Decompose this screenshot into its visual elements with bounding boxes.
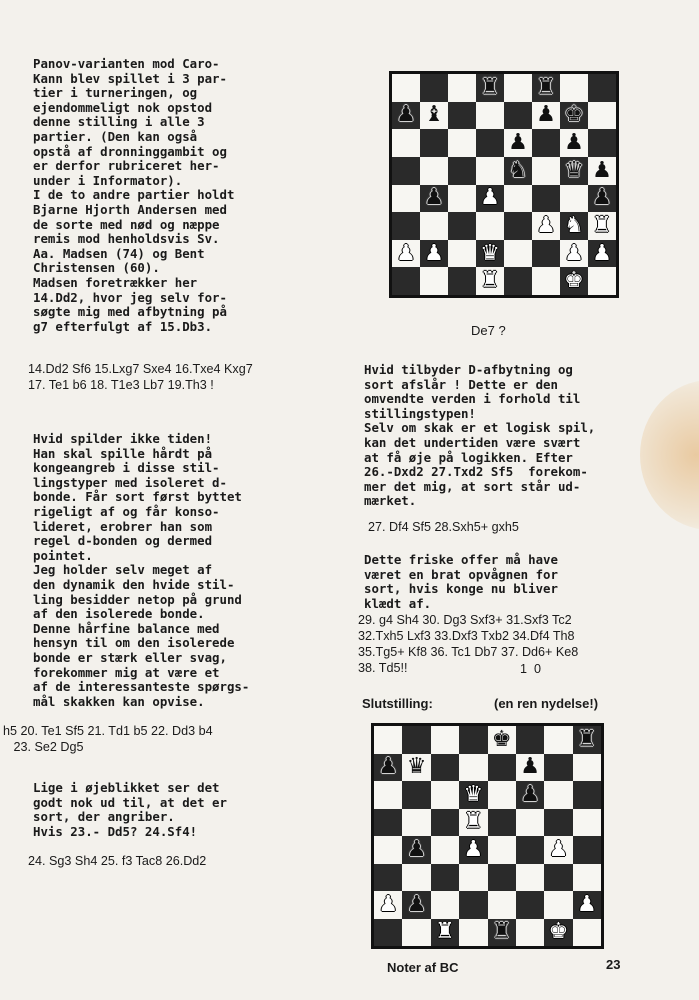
black-rook-icon: ♜	[491, 919, 512, 945]
board-square	[573, 781, 601, 809]
board-square	[588, 267, 616, 295]
black-pawn-icon: ♟	[520, 781, 540, 807]
board-square	[448, 74, 476, 102]
moves-19-23: h5 20. Te1 Sf5 21. Td1 b5 22. Dd3 b4 23. Se2 Dg5	[3, 724, 213, 754]
black-pawn-icon: ♟	[592, 157, 612, 183]
board-square	[392, 157, 420, 185]
white-rook-icon: ♜	[463, 809, 484, 835]
board-square	[573, 891, 601, 919]
white-pawn-icon: ♟	[424, 240, 444, 266]
board-square	[588, 240, 616, 268]
commentary-4: Dette friske offer må have været en brat opvågnen for sort, hvis konge nu bliver klædt af.	[364, 552, 558, 611]
board-square	[431, 891, 459, 919]
board-square	[532, 185, 560, 213]
board-square	[402, 726, 430, 754]
board-square	[516, 726, 544, 754]
board-square	[402, 781, 430, 809]
board-square	[374, 864, 402, 892]
board-square	[532, 212, 560, 240]
board-square	[560, 185, 588, 213]
board-square	[532, 157, 560, 185]
board-square	[420, 212, 448, 240]
black-pawn-icon: ♟	[378, 754, 399, 780]
board-square	[560, 129, 588, 157]
board-square	[392, 185, 420, 213]
board-square	[402, 836, 430, 864]
board-square	[420, 129, 448, 157]
board-square	[588, 212, 616, 240]
board-square	[448, 102, 476, 130]
moves-29-38: 29. g4 Sh4 30. Dg3 Sxf3+ 31.Sxf3 Tc2 32.Txh5 Lxf3 33.Dxf3 Txb2 34.Df4 Th8 35.Tg5+ Kf8 36. Tc1 Db7 37. Dd6+ Ke8 38. Td5!!	[358, 613, 579, 675]
board-square	[459, 836, 487, 864]
board-square	[476, 157, 504, 185]
board-square	[504, 240, 532, 268]
white-pawn-icon: ♟	[480, 185, 500, 211]
board-square	[560, 74, 588, 102]
board-square	[560, 267, 588, 295]
board-square	[488, 864, 516, 892]
board-square	[431, 809, 459, 837]
board-square	[544, 836, 572, 864]
board-square	[459, 919, 487, 947]
board-square	[431, 754, 459, 782]
board-square	[544, 726, 572, 754]
chess-diagram-final	[371, 723, 604, 949]
board-square	[476, 129, 504, 157]
board-square	[588, 74, 616, 102]
game-result: 1 0	[520, 662, 542, 676]
board-square	[431, 781, 459, 809]
board-square	[374, 726, 402, 754]
board-square	[488, 809, 516, 837]
board-square	[448, 240, 476, 268]
board-square	[459, 754, 487, 782]
white-knight-icon: ♞	[564, 212, 584, 238]
board-square	[402, 864, 430, 892]
board-square	[588, 185, 616, 213]
board-square	[573, 919, 601, 947]
board-square	[476, 74, 504, 102]
black-queen-icon: ♛	[406, 754, 427, 780]
board-square	[516, 836, 544, 864]
board-square	[448, 267, 476, 295]
board-square	[448, 157, 476, 185]
white-pawn-icon: ♟	[396, 240, 416, 266]
board-square	[573, 726, 601, 754]
board-square	[459, 809, 487, 837]
board-square	[516, 864, 544, 892]
board-square	[488, 919, 516, 947]
board-square	[392, 129, 420, 157]
black-rook-icon: ♜	[536, 74, 556, 100]
white-pawn-icon: ♟	[378, 891, 399, 917]
board-square	[573, 864, 601, 892]
board-square	[560, 157, 588, 185]
board-square	[560, 212, 588, 240]
white-pawn-icon: ♟	[548, 836, 569, 862]
board-square	[374, 891, 402, 919]
black-pawn-icon: ♟	[520, 754, 540, 780]
page-number: 23	[606, 957, 621, 972]
black-pawn-icon: ♟	[424, 185, 444, 211]
commentary-3: Hvid tilbyder D-afbytning og sort afslår ! Dette er den omvendte verden i forhold til stillingstypen! Selv om skak er et logisk spil, kan det undertiden være svært at få øje på logikken. Efter 26.-Dxd2 27.Txd2 Sf5 forekom- mer det mig, at sort står ud- mærket.	[364, 362, 596, 509]
board-square	[488, 781, 516, 809]
board-square	[488, 891, 516, 919]
board-square	[573, 809, 601, 837]
white-rook-icon: ♜	[480, 268, 500, 294]
board-square	[504, 267, 532, 295]
board-square	[459, 891, 487, 919]
black-pawn-icon: ♟	[406, 891, 427, 917]
board-square	[516, 781, 544, 809]
board-square	[532, 74, 560, 102]
board-square	[573, 754, 601, 782]
commentary-2: Lige i øjeblikket ser det godt nok ud til, at det er sort, der angriber. Hvis 23.- Dd5? 24.Sf4!	[33, 780, 227, 839]
board-square	[402, 809, 430, 837]
board-square	[420, 240, 448, 268]
black-queen-icon: ♛	[564, 157, 584, 183]
board-square	[431, 726, 459, 754]
white-pawn-icon: ♟	[536, 212, 556, 238]
board-square	[402, 891, 430, 919]
black-knight-icon: ♞	[508, 157, 528, 183]
black-pawn-icon: ♟	[396, 102, 416, 128]
board-square	[392, 74, 420, 102]
board-square	[374, 836, 402, 864]
board-square	[544, 754, 572, 782]
board-square	[588, 157, 616, 185]
board-square	[516, 891, 544, 919]
board-square	[420, 102, 448, 130]
white-pawn-icon: ♟	[592, 240, 612, 266]
board-square	[488, 754, 516, 782]
final-position-label: Slutstilling:	[362, 696, 433, 711]
board-square	[504, 102, 532, 130]
board-square	[532, 102, 560, 130]
board-square	[392, 240, 420, 268]
board-square	[476, 102, 504, 130]
board-square	[476, 212, 504, 240]
black-rook-icon: ♜	[576, 726, 597, 752]
board-square	[402, 919, 430, 947]
commentary-1: Hvid spilder ikke tiden! Han skal spille hårdt på kongeangreb i disse stil- lingstyper med isoleret d- bonde. Får sort først byttet rigeligt af og får konso- lideret, erobrer han som regel d-bonden og dermed pointet. Jeg holder selv meget af den dynamik den hvide stil- ling besidder netop på grund af den isolerede bonde. Denne hårfine balance med hensyn til om den isolerede bonde er stærk eller svag, forekommer mig at være et af de interessanteste spørgs- mål skakken kan opvise.	[33, 431, 250, 709]
board-square	[374, 754, 402, 782]
board-square	[544, 809, 572, 837]
board-square	[560, 240, 588, 268]
board-square	[573, 836, 601, 864]
board-square	[448, 129, 476, 157]
notes-attribution: Noter af BC	[387, 960, 459, 975]
board-square	[448, 185, 476, 213]
white-king-icon: ♚	[548, 919, 569, 945]
board-square	[420, 185, 448, 213]
white-queen-icon: ♛	[463, 781, 484, 807]
board-square	[459, 781, 487, 809]
board-square	[392, 102, 420, 130]
moves-27-28: 27. Df4 Sf5 28.Sxh5+ gxh5	[368, 520, 519, 534]
board-square	[488, 836, 516, 864]
board-square	[588, 129, 616, 157]
board-square	[544, 864, 572, 892]
board-square	[431, 919, 459, 947]
board-square	[516, 754, 544, 782]
board-square	[488, 726, 516, 754]
black-rook-icon: ♜	[480, 74, 500, 100]
board-square	[504, 212, 532, 240]
white-pawn-icon: ♟	[463, 836, 484, 862]
board-square	[374, 781, 402, 809]
black-king-icon: ♚	[491, 726, 512, 752]
board-square	[532, 267, 560, 295]
board-square	[588, 102, 616, 130]
board-square	[532, 240, 560, 268]
moves-24-26: 24. Sg3 Sh4 25. f3 Tac8 26.Dd2	[28, 854, 207, 868]
board-square	[392, 267, 420, 295]
chess-diagram-1	[389, 71, 619, 298]
board-square	[504, 185, 532, 213]
white-rook-icon: ♜	[592, 212, 612, 238]
black-pawn-icon: ♟	[564, 130, 584, 156]
black-pawn-icon: ♟	[508, 130, 528, 156]
board-square	[504, 157, 532, 185]
black-pawn-icon: ♟	[592, 185, 612, 211]
board-square	[420, 74, 448, 102]
board-square	[516, 809, 544, 837]
board-square	[431, 836, 459, 864]
board-square	[402, 754, 430, 782]
board-square	[374, 919, 402, 947]
board-square	[516, 919, 544, 947]
black-pawn-icon: ♟	[536, 102, 556, 128]
board-square	[544, 781, 572, 809]
board-square	[560, 102, 588, 130]
intro-text: Panov-varianten mod Caro- Kann blev spillet i 3 par- tier i turneringen, og ejendommeligt nok opstod denne stilling i alle 3 partier. (Den kan også opstå af dronninggambit og er derfor rubriceret her- under i Informator). I de to andre partier holdt Bjarne Hjorth Andersen med de sorte med nød og næppe remis mod henholdsvis Sv. Aa. Madsen (74) og Bent Christensen (60). Madsen foretrækker her 14.Dd2, hvor jeg selv for- søgte mig med afbytning på g7 efterfulgt af 15.Db3.	[33, 56, 235, 334]
board-square	[476, 185, 504, 213]
board-square	[374, 809, 402, 837]
black-king-icon: ♚	[564, 102, 584, 128]
board-square	[420, 267, 448, 295]
board-square	[459, 726, 487, 754]
white-pawn-icon: ♟	[576, 891, 597, 917]
white-rook-icon: ♜	[435, 919, 455, 945]
board-square	[504, 129, 532, 157]
final-position-note: (en ren nydelse!)	[494, 696, 599, 711]
white-pawn-icon: ♟	[564, 240, 584, 266]
board-square	[420, 157, 448, 185]
board-square	[544, 891, 572, 919]
board-square	[476, 240, 504, 268]
white-queen-icon: ♛	[480, 240, 500, 266]
board-square	[392, 212, 420, 240]
board-square	[431, 864, 459, 892]
board-square	[448, 212, 476, 240]
moves-14-19: 14.Dd2 Sf6 15.Lxg7 Sxe4 16.Txe4 Kxg7 17. Te1 b6 18. T1e3 Lb7 19.Th3 !	[28, 362, 253, 392]
board-square	[476, 267, 504, 295]
board-square	[532, 129, 560, 157]
board-square	[544, 919, 572, 947]
diagram-1-caption: De7 ?	[471, 323, 506, 338]
board-square	[459, 864, 487, 892]
coffee-stain	[640, 380, 699, 530]
black-bishop-icon: ♝	[424, 102, 444, 128]
black-pawn-icon: ♟	[406, 836, 427, 862]
board-square	[504, 74, 532, 102]
white-king-icon: ♚	[564, 268, 584, 294]
